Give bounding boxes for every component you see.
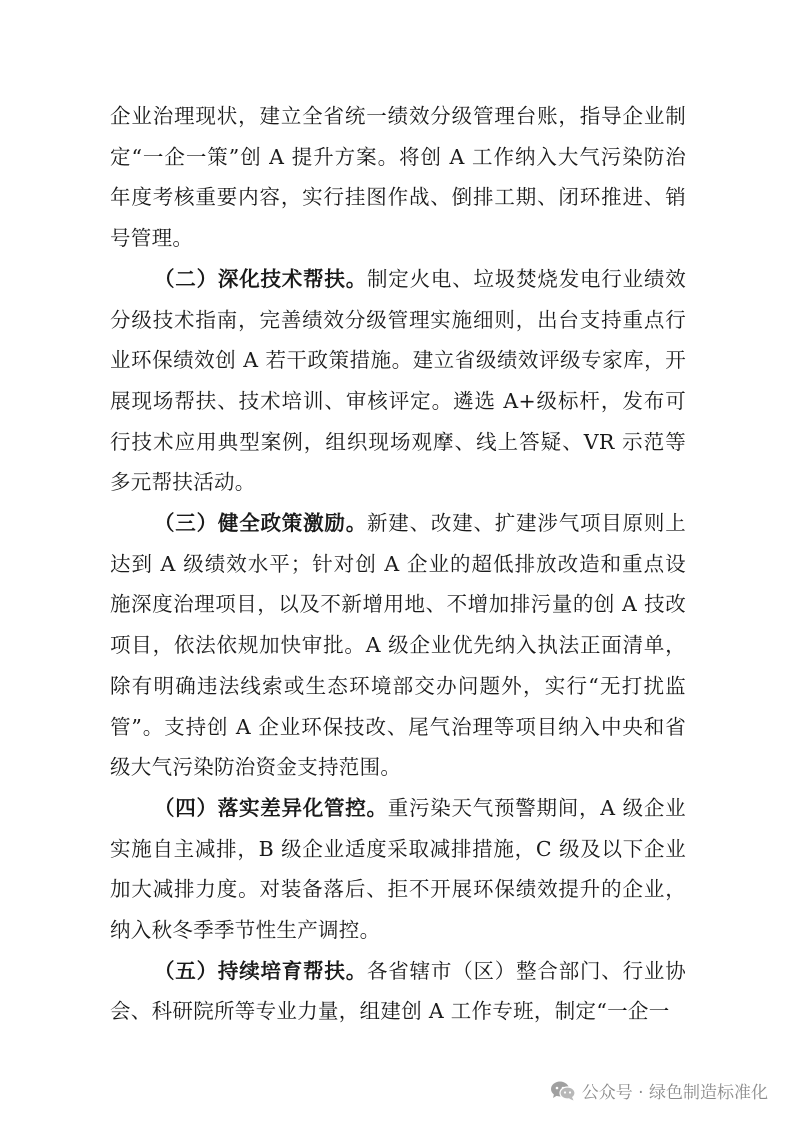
paragraph-text: 制定火电、垃圾焚烧发电行业绩效分级技术指南，完善绩效分级管理实施细则，出台支持重点行业环保绩效创 A 若干政策措施。建立省级绩效评级专家库，开展现场帮扶、技术培训、审核评定。遴选 A+级标杆，发布可行技术应用典型案例，组织现场观摩、线上答疑、VR 示范等多元帮扶活动。 bbox=[110, 266, 686, 495]
paragraph-text: 企业治理现状，建立全省统一绩效分级管理台账，指导企业制定“一企一策”创 A 提升方案。将创 A 工作纳入大气污染防治年度考核重要内容，实行挂图作战、倒排工期、闭环推进、销号管理。 bbox=[110, 104, 686, 251]
paragraph-text: 新建、改建、扩建涉气项目原则上达到 A 级绩效水平；针对创 A 企业的超低排放改造和重点设施深度治理项目，以及不新增用地、不增加排污量的创 A 技改项目，依法依规加快审批。A 级企业优先纳入执法正面清单，除有明确违法线索或生态环境部交办问题外，实行“无打扰监管”。支持创 A 企业环保技改、尾气治理等项目纳入中央和省级大气污染防治资金支持范围。 bbox=[110, 511, 686, 780]
section-heading: （四）落实差异化管控。 bbox=[154, 795, 388, 820]
paragraph-text: 各省辖市（区）整合部门、行业协会、科研院所等专业力量，组建创 A 工作专班，制定“一企一 bbox=[110, 958, 686, 1024]
paragraph-policy-incentive bbox=[110, 503, 686, 788]
paragraph-technical-support bbox=[110, 259, 686, 503]
watermark-text: 公众号 · 绿色制造标准化 bbox=[581, 1083, 768, 1103]
watermark bbox=[550, 1078, 768, 1103]
paragraph-text: 重污染天气预警期间，A 级企业实施自主减排，B 级企业适度采取减排措施，C 级及以下企业加大减排力度。对装备落后、拒不开展环保绩效提升的企业，纳入秋冬季季节性生产调控。 bbox=[110, 795, 686, 943]
document-body bbox=[110, 96, 686, 1032]
paragraph-differentiated-control bbox=[110, 788, 686, 951]
paragraph-continued bbox=[110, 96, 686, 259]
section-heading: （二）深化技术帮扶。 bbox=[154, 266, 367, 291]
section-heading: （三）健全政策激励。 bbox=[154, 511, 367, 536]
wechat-icon bbox=[550, 1080, 576, 1102]
paragraph-continuous-cultivation bbox=[110, 951, 686, 1032]
section-heading: （五）持续培育帮扶。 bbox=[154, 958, 367, 983]
